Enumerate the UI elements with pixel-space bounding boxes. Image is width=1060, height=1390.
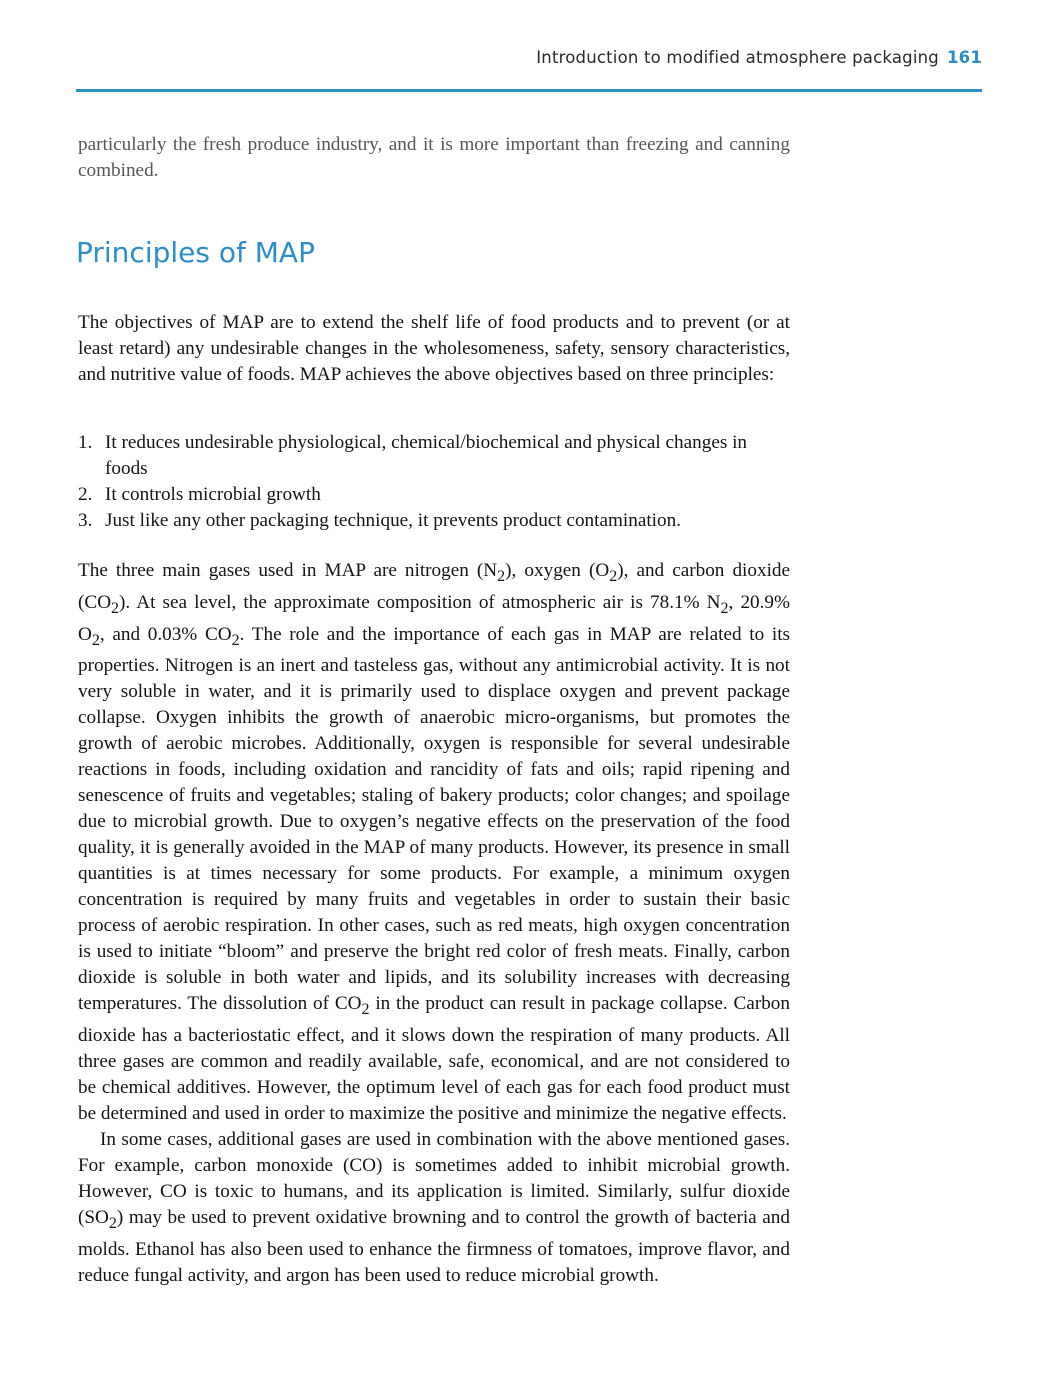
list-item-number: 2. [78,484,93,505]
subscript: 2 [111,599,120,617]
text-run: ), and carbon dioxide (CO [78,560,791,613]
text-run: In some cases, additional gases are used in combination with the above mentioned gases. For example, carbon monoxide (CO) is sometimes added to inhibit microbial growth. However, CO is toxic to humans, and its application is limited. Similarly, sulfur dioxide (SO [78,1129,790,1229]
subscript: 2 [91,631,100,649]
subscript: 2 [497,567,506,585]
subscript: 2 [720,599,729,617]
principles-list [78,430,790,534]
running-title: Introduction to modified atmosphere packaging [536,48,939,67]
section-heading: Principles of MAP [76,236,315,269]
text-run: in the product can result in package collapse. Carbon dioxide has a bacteriostatic effect, and it slows down the respiration of many products. All three gases are common and readily available, safe, economical, and are not considered to be chemical additives. However, the optimum level of each gas for each food product must be determined and used in order to maximize the positive and minimize the negative effects. [78,993,790,1125]
list-item [78,482,790,508]
text-run: ), oxygen (O [505,560,610,581]
main-text [78,558,790,1289]
text-run: The three main gases used in MAP are nitrogen (N [78,560,498,581]
page-number: 161 [946,48,982,67]
intro-block [78,310,790,388]
additional-gases-paragraph [78,1127,790,1289]
list-item-text: Just like any other packaging technique, it prevents product contamination. [105,510,681,531]
text-run: , and 0.03% CO [99,623,232,645]
intro-paragraph: The objectives of MAP are to extend the shelf life of food products and to prevent (or at least retard) any undesirable changes in the wholesomeness, safety, sensory characteristics, and nutritive value of foods. MAP achieves the above objectives based on three principles: [78,312,790,385]
text-run: . The role and the importance of each gas in MAP are related to its properties. Nitrogen is an inert and tasteless gas, without any antimicrobial activity. It is not very soluble in water, and it is primarily used to displace oxygen and prevent package collapse. Oxygen inhibits the growth of anaerobic micro-organisms, but promotes the growth of aerobic microbes. Additionally, oxygen is responsible for several undesirable reactions in foods, including oxidation and rancidity of fats and oils; rapid ripening and senescence of fruits and vegetables; staling of bakery products; color changes; and spoilage due to microbial growth. Due to oxygen’s negative effects on the preservation of the food quality, it is generally avoided in the MAP of many products. However, its presence in small quantities is at times necessary for some products. For example, a minimum oxygen concentration is required by many fruits and vegetables in order to sustain their basic process of aerobic respiration. In other cases, such as red meats, high oxygen concentration is used to initiate “bloom” and preserve the bright red color of fresh meats. Finally, carbon dioxide is soluble in both water and lipids, and its solubility increases with decreasing temperatures. The dissolution of CO [78,623,790,1015]
continuation-paragraph: particularly the fresh produce industry, and it is more important than freezing and canning combined. [78,134,790,181]
subscript: 2 [231,631,240,649]
text-run: ). At sea level, the approximate composition of atmospheric air is 78.1% N [119,591,721,613]
list-item-number: 1. [78,432,93,453]
list-item [78,508,790,534]
list-item-number: 3. [78,510,93,531]
list-item-text: It controls microbial growth [105,484,321,505]
header-rule [76,89,982,92]
gases-paragraph [78,558,790,1127]
list-item-text: It reduces undesirable physiological, chemical/biochemical and physical changes in foods [105,432,748,479]
list-item [78,430,790,482]
subscript: 2 [361,1001,370,1019]
running-header [76,48,982,67]
subscript: 2 [609,567,618,585]
subscript: 2 [108,1215,117,1233]
continuation-block [78,132,790,184]
text-run: , 20.9% O [78,591,791,645]
text-run: ) may be used to prevent oxidative browning and to control the growth of bacteria and molds. Ethanol has also been used to enhance the firmness of tomatoes, improve flavor, and reduce fungal activity, and argon has been used to reduce microbial growth. [78,1207,790,1287]
